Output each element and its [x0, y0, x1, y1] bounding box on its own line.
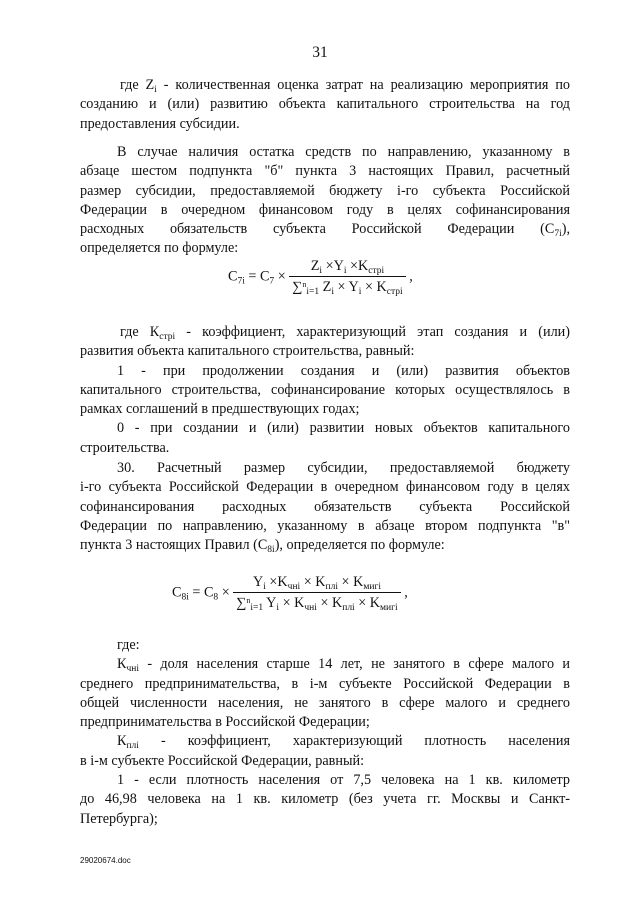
fraction: $\frac{Z_i \times Y_i \times K_{стрi}}{\sum^n_{i=1} Z_i \times Y_i \times K_{стрi}}$: [289, 258, 405, 296]
text-line: Федерации в очередном финансовом году в целях софинансирования: [80, 201, 570, 218]
text-line: Федерации по направлению, указанному в абзаце втором подпункта "в": [80, 517, 570, 534]
text-line: до 46,98 человека на 1 кв. километр (без учета гг. Москвы и Санкт-: [80, 791, 570, 808]
text-line: В случае наличия остатка средств по направлению, указанному в: [117, 144, 570, 160]
text-line: предоставления субсидии.: [80, 115, 240, 132]
text-line: $К_{чнi}$ - доля населения старше 14 лет, не занятого в сфере малого и: [117, 656, 570, 675]
text-line: 30. Расчетный размер субсидии, предоставляемой бюджету: [117, 460, 570, 476]
formula-c7i: $C_{7i} = C_7$ × $\frac{Z_i \times Y_i \times K_{стрi}}{\sum^n_{i=1} Z_i \times Y_i \times K_{стрi}}$ ,: [228, 258, 413, 297]
text-line: абзаце шестом подпункта "б" пункта 3 настоящих Правил, расчетный: [80, 163, 570, 180]
text-line: предпринимательства в Российской Федерации;: [80, 714, 370, 731]
text-line: 1 - если плотность населения от 7,5 человека на 1 кв. километр: [117, 772, 570, 789]
text-line: общей численности населения, не занятого в сфере малого и среднего: [80, 694, 570, 711]
text-line: созданию и (или) развитию объекта капитального строительства на год: [80, 96, 570, 113]
paragraph-c7-intro: [80, 143, 570, 259]
text-line: размер субсидии, предоставляемой бюджету i-го субъекта Российской: [80, 182, 570, 199]
text-line: в i-м субъекте Российской Федерации, равный:: [80, 752, 365, 769]
text-line: рамках соглашений в предшествующих годах;: [80, 401, 360, 418]
text-line: капитального строительства, софинансирование которых осуществлялось в: [80, 381, 570, 398]
text-line: пункта 3 настоящих Правил $(С_{8i})$, определяется по формуле:: [80, 537, 445, 556]
text-line: 0 - при создании и (или) развитии новых объектов капитального: [117, 420, 570, 437]
text-line: среднего предпринимательства, в i-м субъекте Российской Федерации в: [80, 675, 570, 692]
text-line: строительства.: [80, 439, 170, 456]
text-line: 1 - при продолжении создания и (или) развития объектов: [117, 362, 570, 379]
text-line: Петербурга);: [80, 810, 158, 827]
footer-filename: 29020674.doc: [80, 856, 131, 865]
fraction: $\frac{Y_i \times K_{чнi} \times K_{плi} \times K_{мигi}}{\sum^n_{i=1} Y_i \times K_{чнi} \times K_{плi} \times K_{мигi}}$: [233, 574, 400, 612]
formula-c8i: $C_{8i} = C_8$ × $\frac{Y_i \times K_{чнi} \times K_{плi} \times K_{мигi}}{\sum^n_{i=1} Y_i \times K_{чнi} \times K_{плi} \times K_{мигi}}$ ,: [172, 574, 408, 613]
text-line: где $К_{стрi}$ - коэффициент, характеризующий этап создания и (или): [120, 324, 570, 342]
text-line: где $Z_i$ - количественная оценка затрат на реализацию мероприятия по: [120, 77, 571, 95]
text-line: i-го субъекта Российской Федерации в очередном финансовом году в целях: [80, 479, 570, 496]
text-line: развития объекта капитального строительства, равный:: [80, 343, 415, 360]
text-line: $К_{плi}$ - коэффициент, характеризующий плотность населения: [117, 733, 570, 752]
paragraph-item-30: [80, 459, 570, 555]
page-number: 31: [312, 44, 328, 61]
text-line: расходных обязательств субъекта Российской Федерации $(С_{7i})$,: [80, 221, 570, 240]
text-line: где:: [117, 637, 140, 653]
paragraph-zi-definition: [80, 76, 570, 134]
paragraph-definitions-k: [80, 636, 570, 829]
paragraph-kstr-definition: [80, 323, 570, 458]
text-line: определяется по формуле:: [80, 240, 239, 257]
text-line: софинансирования расходных обязательств субъекта Российской: [80, 498, 570, 515]
